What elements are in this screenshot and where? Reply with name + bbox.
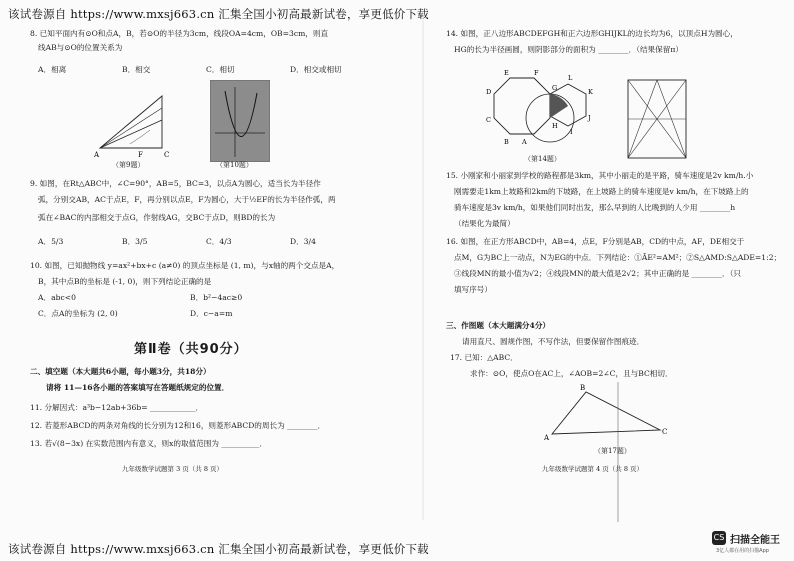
fig14-label-b: B bbox=[504, 138, 509, 146]
q15-line4: （结果化为最简） bbox=[454, 219, 515, 228]
q8-option-d: D．相交或相切 bbox=[290, 65, 342, 74]
source-watermark-bottom: 该试卷源自 https://www.mxsj663.cn 汇集全国小初高最新试卷，享更低价下载 bbox=[8, 542, 429, 556]
q14-line1: 14. 如图，正八边形ABCDEFGH和正六边形GHIJKL的边长均为6，以顶点H为圆心， bbox=[446, 29, 738, 38]
fig9-label-c: C bbox=[164, 151, 170, 159]
brand-name: 扫描全能王 bbox=[730, 535, 780, 546]
fig9-label-f: F bbox=[138, 151, 143, 159]
q17-line1: 17. 已知：△ABC． bbox=[450, 353, 518, 362]
q8-line1: 8. 已知平面内有⊙O和点A，B，若⊙O的半径为3cm，线段OA=4cm，OB=3cm，则直 bbox=[30, 29, 329, 38]
q8-option-b: B．相交 bbox=[122, 65, 151, 74]
q9-option-a: A．5/3 bbox=[38, 237, 64, 246]
fig14-label-l: L bbox=[568, 74, 573, 82]
q10-option-a: A．abc<0 bbox=[38, 293, 76, 302]
q17-line2: 求作：⊙O，使点O在AC上，∠AOB=2∠C，且与BC相切． bbox=[470, 369, 673, 378]
section-3-note: 请用直尺、圆规作图，不写作法，但要保留作图痕迹． bbox=[462, 337, 645, 346]
q9-option-c: C．4/3 bbox=[206, 237, 232, 246]
fig14-label-k: K bbox=[588, 88, 593, 96]
section-2-heading: 二、填空题（本大题共6小题，每小题3分，共18分） bbox=[30, 367, 211, 376]
fig14-labels bbox=[486, 69, 593, 146]
q13: 13. 若√(8−3x) 在实数范围内有意义，则x的取值范围为 __________． bbox=[30, 439, 267, 448]
section-2-note: 请将 11—16各小题的答案填写在答题纸规定的位置． bbox=[46, 383, 230, 392]
camscanner-logo-icon: CS bbox=[712, 531, 726, 545]
fig17-label-c: C bbox=[662, 428, 668, 436]
q8-option-a: A．相离 bbox=[38, 65, 67, 74]
q16-line3: ③线段MN的最小值为√2；④线段MN的最大值是2√2；其中正确的是 ________．（只 bbox=[454, 269, 742, 278]
q10-option-d: D．c−a=m bbox=[190, 309, 233, 318]
fig14-label-g: G bbox=[552, 84, 558, 92]
q16-line4: 填写序号） bbox=[454, 285, 492, 294]
fig17-caption: （第17题） bbox=[594, 447, 631, 455]
fig17-label-b: B bbox=[580, 384, 586, 392]
q14-line2: HG的长为半径画圆，则阴影部分的面积为 ________．（结果保留π） bbox=[454, 45, 683, 54]
q8-option-c: C．相切 bbox=[206, 65, 235, 74]
fig14-label-a: A bbox=[522, 138, 527, 146]
fig17-label-a: A bbox=[544, 434, 550, 442]
q9-option-b: B．3/5 bbox=[122, 237, 148, 246]
fig14-caption: （第14题） bbox=[524, 155, 561, 163]
fig14-label-j: J bbox=[588, 114, 591, 122]
q15-line3: 骑车速度是3v km/h，如果他们同时出发，那么早到的人比晚到的人少用 ________h bbox=[454, 203, 736, 212]
q10-option-b: B．b²−4ac≥0 bbox=[190, 293, 243, 302]
page-4-footer: 九年级数学试题第 4 页（共 8 页） bbox=[542, 465, 644, 473]
part-2-title: 第Ⅱ卷（共90分） bbox=[134, 342, 248, 357]
q16-line2: 点M，G为BC上一动点，N为EG的中点．下列结论：①ĀE²=AM²；②S△AMD:S△ADE=1:2； bbox=[454, 253, 782, 262]
q15-line2: 刚需要走1km上坡路和2km的下坡路，在上坡路上的骑车速度是v km/h，在下坡路上的 bbox=[454, 187, 749, 196]
page-divider bbox=[422, 20, 426, 520]
fig14-label-f: F bbox=[534, 69, 539, 77]
fig14-label-h: H bbox=[552, 122, 558, 130]
q15-line1: 15. 小刚家和小丽家到学校的路程都是3km，其中小丽走的是平路，骑车速度是2v km/h.小 bbox=[446, 171, 754, 180]
figure-10-photo bbox=[210, 80, 270, 162]
section-3-heading: 三、作图题（本大题满分4分） bbox=[446, 321, 551, 330]
q10-line2: B，其中点B的坐标是 (-1, 0)，则下列结论正确的是 bbox=[38, 277, 212, 286]
scanner-brand bbox=[712, 529, 792, 557]
fig14-label-i: I bbox=[570, 128, 573, 136]
q10-option-c: C．点A的坐标为 (2, 0) bbox=[38, 309, 118, 318]
fig14-label-c: C bbox=[486, 116, 491, 124]
page-3-footer: 九年级数学试题第 3 页（共 8 页） bbox=[122, 465, 224, 473]
fig9-label-a: A bbox=[94, 151, 100, 159]
fig10-caption: （第10题） bbox=[216, 161, 253, 169]
source-watermark-top: 该试卷源自 https://www.mxsj663.cn 汇集全国小初高最新试卷，享更低价下载 bbox=[8, 7, 429, 21]
q16-line1: 16. 如图，在正方形ABCD中，AB=4，点E，F分别是AB，CD的中点，AF，DE相交于 bbox=[446, 237, 745, 246]
q8-line2: 线AB与⊙O的位置关系为 bbox=[38, 43, 123, 52]
q11: 11. 分解因式：a³b−12ab+36b= ____________． bbox=[30, 403, 204, 412]
q9-line1: 9. 如图，在Rt△ABC中，∠C=90°，AB=5，BC=3，以点A为圆心，适当长为半径作 bbox=[30, 179, 321, 188]
brand-tagline: 3亿人都在用的扫描App bbox=[716, 548, 769, 554]
q10-line1: 10. 如图，已知抛物线 y=ax²+bx+c (a≠0) 的顶点坐标是 (1, m)，与x轴的两个交点是A， bbox=[30, 261, 340, 270]
fig9-caption: （第9题） bbox=[112, 161, 145, 169]
figure-16 bbox=[622, 74, 692, 164]
q12: 12. 若菱形ABCD的两条对角线的长分别为12和16，则菱形ABCD的周长为 ________． bbox=[30, 421, 326, 430]
fig14-label-d: D bbox=[486, 88, 492, 96]
figure-9 bbox=[90, 86, 190, 158]
q9-line3: 弧在∠BAC的内部相交于点G，作射线AG，交BC于点D，则BD的长为 bbox=[38, 213, 276, 222]
figure-14 bbox=[482, 70, 632, 160]
q9-line2: 弧，分别交AB，AC于点E，F，再分别以点E，F为圆心，大于½EF的长为半径作弧，两 bbox=[38, 195, 336, 204]
fig14-label-e: E bbox=[504, 69, 509, 77]
q9-option-d: D．3/4 bbox=[290, 237, 316, 246]
